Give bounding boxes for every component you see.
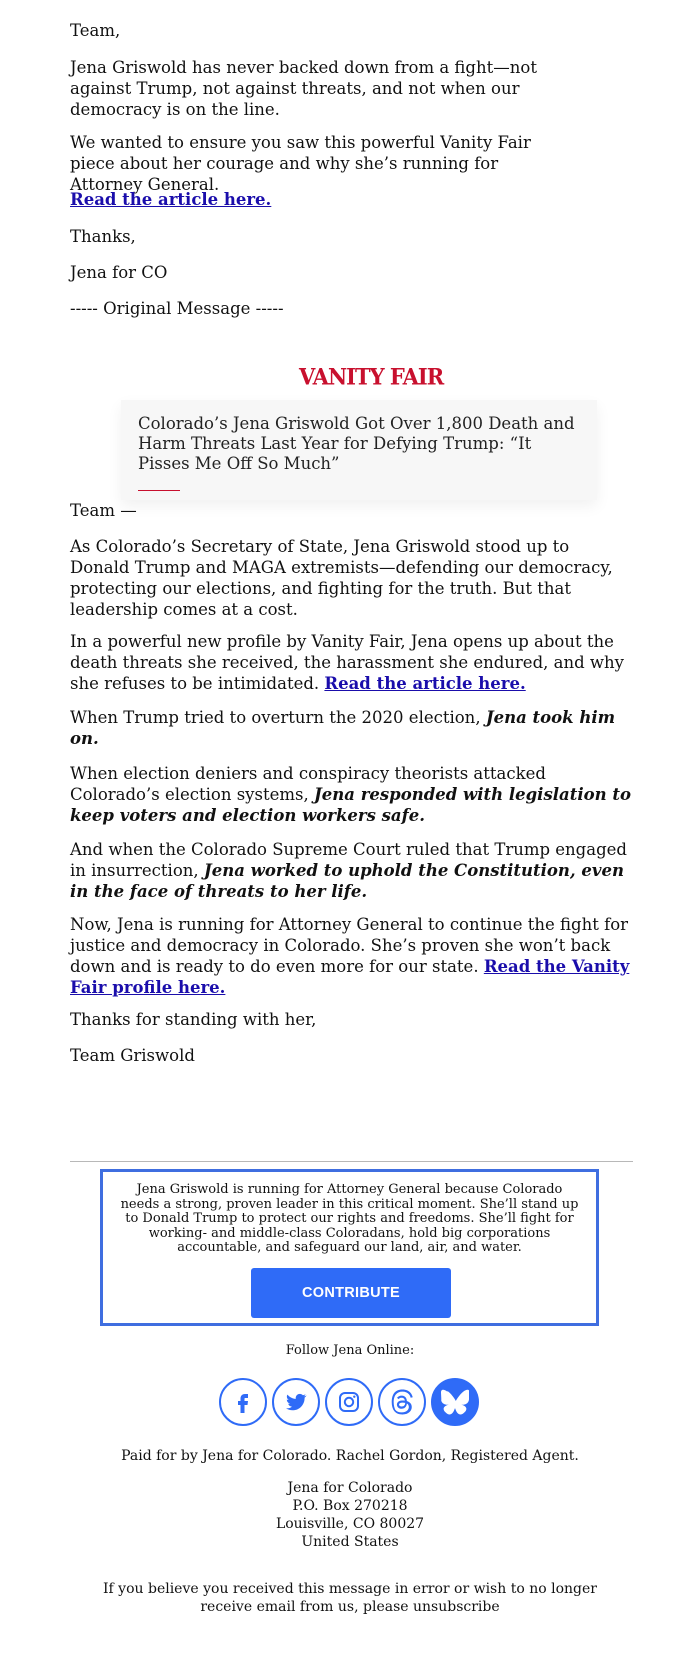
address-po-box: P.O. Box 270218 bbox=[292, 1498, 408, 1514]
read-article-link-2[interactable]: Read the article here. bbox=[324, 674, 526, 693]
read-vanity-fair-profile-link[interactable]: Read the Vanity Fair profile here. bbox=[70, 957, 630, 997]
body-signature: Team Griswold bbox=[70, 1046, 195, 1065]
body-paragraph-4: When election deniers and conspiracy theorists attacked Colorado’s election systems, Jena responded with legislation to keep voters and election workers safe. bbox=[70, 764, 631, 825]
threads-icon[interactable] bbox=[378, 1378, 426, 1426]
facebook-icon[interactable] bbox=[219, 1378, 267, 1426]
body-thanks: Thanks for standing with her, bbox=[70, 1010, 317, 1029]
intro-paragraph-1: Jena Griswold has never backed down from a fight—not against Trump, not against threats, and not when our democracy is on the line. bbox=[70, 58, 537, 119]
body-paragraph-2: In a powerful new profile by Vanity Fair, Jena opens up about the death threats she received, the harassment she endured, and why she refuses to be intimidated. Read the article here. bbox=[70, 632, 624, 693]
footer-callout-box bbox=[100, 1169, 599, 1326]
mailing-address bbox=[0, 1479, 700, 1551]
original-message-divider: ----- Original Message ----- bbox=[70, 299, 284, 318]
body-paragraph-3: When Trump tried to overturn the 2020 election, Jena took him on. bbox=[70, 708, 616, 748]
body-paragraph-5: And when the Colorado Supreme Court ruled that Trump engaged in insurrection, Jena worked to uphold the Constitution, even in the face of threats to her life. bbox=[70, 840, 627, 901]
vanity-fair-article-card[interactable] bbox=[121, 362, 597, 504]
body-paragraph-1: As Colorado’s Secretary of State, Jena Griswold stood up to Donald Trump and MAGA extremists—defending our democracy, protecting our elections, and fighting for the truth. But that leadership comes at a cost. bbox=[70, 537, 613, 619]
intro-signature: Jena for CO bbox=[70, 263, 168, 282]
article-headline: Colorado’s Jena Griswold Got Over 1,800 Death and Harm Threats Last Year for Defying Trump: “It Pisses Me Off So Much” bbox=[138, 414, 575, 473]
intro-thanks: Thanks, bbox=[70, 227, 136, 246]
instagram-icon[interactable] bbox=[325, 1378, 373, 1426]
vanity-fair-logo: VANITY FAIR bbox=[299, 363, 444, 390]
intro-paragraph-2: We wanted to ensure you saw this powerful Vanity Fair piece about her courage and why she’s running for Attorney General. bbox=[70, 133, 531, 194]
address-country: United States bbox=[301, 1534, 399, 1550]
article-header bbox=[121, 400, 597, 500]
social-links bbox=[219, 1378, 481, 1428]
paid-for-disclaimer: Paid for by Jena for Colorado. Rachel Gordon, Registered Agent. bbox=[121, 1448, 579, 1464]
follow-label: Follow Jena Online: bbox=[285, 1343, 415, 1358]
read-article-link[interactable]: Read the article here. bbox=[70, 190, 272, 209]
twitter-icon[interactable] bbox=[272, 1378, 320, 1426]
headline-accent-rule bbox=[138, 490, 180, 491]
body-paragraph-6: Now, Jena is running for Attorney General to continue the fight for justice and democracy in Colorado. She’s proven she won’t back down and is ready to do even more for our state. Read the Vanity Fair profile here. bbox=[70, 915, 630, 997]
address-city: Louisville, CO 80027 bbox=[275, 1516, 425, 1532]
address-name: Jena for Colorado bbox=[287, 1480, 413, 1496]
footer-divider bbox=[70, 1161, 633, 1162]
footer-callout-text: Jena Griswold is running for Attorney General because Colorado needs a strong, proven leader in this critical moment. She’ll stand up to Donald Trump to protect our rights and freedoms. She’ll fight for working- and middle-class Coloradans, hold big corporations accountable, and safeguard our land, air, and water. bbox=[120, 1182, 579, 1255]
body-greeting: Team — bbox=[70, 501, 137, 520]
contribute-button[interactable]: CONTRIBUTE bbox=[251, 1268, 451, 1318]
intro-greeting: Team, bbox=[70, 21, 121, 40]
unsubscribe-notice[interactable]: If you believe you received this message in error or wish to no longer receive email from us, please unsubscribe bbox=[103, 1581, 597, 1615]
bluesky-icon[interactable] bbox=[431, 1378, 479, 1426]
